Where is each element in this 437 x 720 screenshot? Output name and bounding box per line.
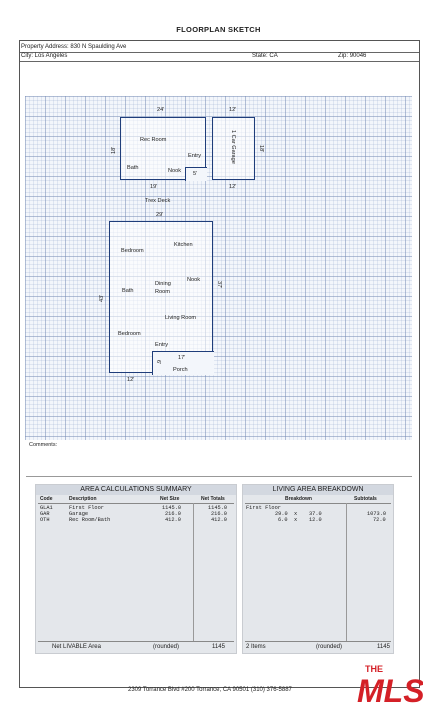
mls-logo-mark [355,662,423,706]
table-row: x [294,511,298,517]
table-row: 412.0 [165,517,181,523]
area-col-divider [193,503,194,641]
table-row: 37.0 [309,511,322,517]
area-footer-rule [38,641,234,642]
svg-text:MLS: MLS [357,673,423,706]
table-row: 412.0 [211,517,227,523]
breakdown-value: 1145 [377,644,390,650]
breakdown-col-divider [346,503,347,641]
breakdown-header-rule [245,503,391,504]
table-row: x [294,517,298,523]
trex-deck-label: Trex Deck [145,198,171,204]
main-right-dim: 37' [216,281,222,289]
comments-label: Comments: [29,442,58,448]
main-top-dim: 29' [156,212,164,218]
state-field [252,53,278,59]
porch-label: Porch [173,367,188,373]
breakdown-col-breakdown: Breakdown [285,496,312,502]
rec-room-bottom-dim: 19' [150,184,158,190]
area-col-net-size: Net Size [160,496,180,502]
property-address-row [21,44,126,50]
rec-room-notch-dim: 5' [193,171,198,177]
zip-field [338,53,366,59]
state-label: State: [252,53,268,59]
page-title: FLOORPLAN SKETCH [176,25,261,34]
breakdown-items-count: 2 Items [246,644,266,650]
living-room-label: Living Room [165,315,197,321]
zip-label: Zip: [338,53,349,59]
bedroom-1-label: Bedroom [121,248,144,254]
entry-label: Entry [155,342,169,348]
zip-value: 90046 [349,53,367,59]
table-row: First Floor [69,505,104,511]
table-row: GLA1 [40,505,53,511]
garage-label: 1 Car Garage [230,130,236,164]
table-row: 1145.0 [208,505,228,511]
city-value: Los Angeles [34,53,68,59]
area-col-code: Code [40,496,53,502]
footer-address: 2309 Torrance Blvd #200 Torrance, CA 90501 (310) 376-5887 [128,687,292,693]
area-col-description: Description [69,496,97,502]
table-row: 12.0 [309,517,322,523]
breakdown-col-subtotals: Subtotals [354,496,377,502]
rec-room-label: Rec Room [140,137,167,143]
state-value: CA [269,53,278,59]
dining-room-label: Dining Room [155,281,171,295]
net-livable-label: Net LIVABLE Area [52,644,101,650]
table-row: 6.0 [278,517,288,523]
table-row: 1073.0 [367,511,387,517]
table-row: Rec Room/Bath [69,517,111,523]
breakdown-footer-rule [245,641,391,642]
area-col-net-totals: Net Totals [201,496,225,502]
bedroom-2-label: Bedroom [118,331,141,337]
property-address-value: 830 N Spaulding Ave [70,44,127,50]
upper-nook-label: Nook [168,168,182,174]
upper-entry-label: Entry [188,153,202,159]
area-summary-title: AREA CALCULATIONS SUMMARY [36,485,236,495]
mls-logo [355,662,423,706]
table-row: 216.0 [165,511,181,517]
table-row: 1145.0 [162,505,182,511]
garage-bottom-dim: 12' [229,184,237,190]
table-row: GAR [40,511,50,517]
garage-top-dim: 12' [229,107,237,113]
header-divider-2 [20,61,419,62]
property-address-label: Property Address: [21,44,69,50]
table-row: 216.0 [211,511,227,517]
main-left-dim: 43' [99,294,105,302]
svg-text:THE: THE [365,664,383,674]
table-row: OTH [40,517,50,523]
rec-room-left-dim: 18' [111,146,117,154]
net-livable-value: 1145 [212,644,225,650]
table-row: 29.0 [275,511,288,517]
seventeen-dim: 17' [178,355,186,361]
breakdown-rounded: (rounded) [316,644,343,650]
comments-divider [26,476,412,477]
area-summary-panel [35,484,237,654]
garage-right-dim: 18' [258,145,264,153]
area-header-rule [38,503,234,504]
table-row: 72.0 [373,517,386,523]
upper-bath-label: Bath [127,165,139,171]
breakdown-floor-label: First Floor [246,505,281,511]
city-label: City: [21,53,33,59]
table-row: Garage [69,511,89,517]
net-livable-rounded: (rounded) [153,644,180,650]
living-breakdown-title: LIVING AREA BREAKDOWN [243,485,393,495]
nook-label: Nook [187,277,201,283]
living-breakdown-panel [242,484,394,654]
rec-room-top-dim: 24' [157,107,165,113]
six-dim: 6' [155,360,161,365]
kitchen-label: Kitchen [174,242,193,248]
main-bottom-dim: 12' [127,377,135,383]
bath-label: Bath [122,288,134,294]
city-row [21,53,67,59]
